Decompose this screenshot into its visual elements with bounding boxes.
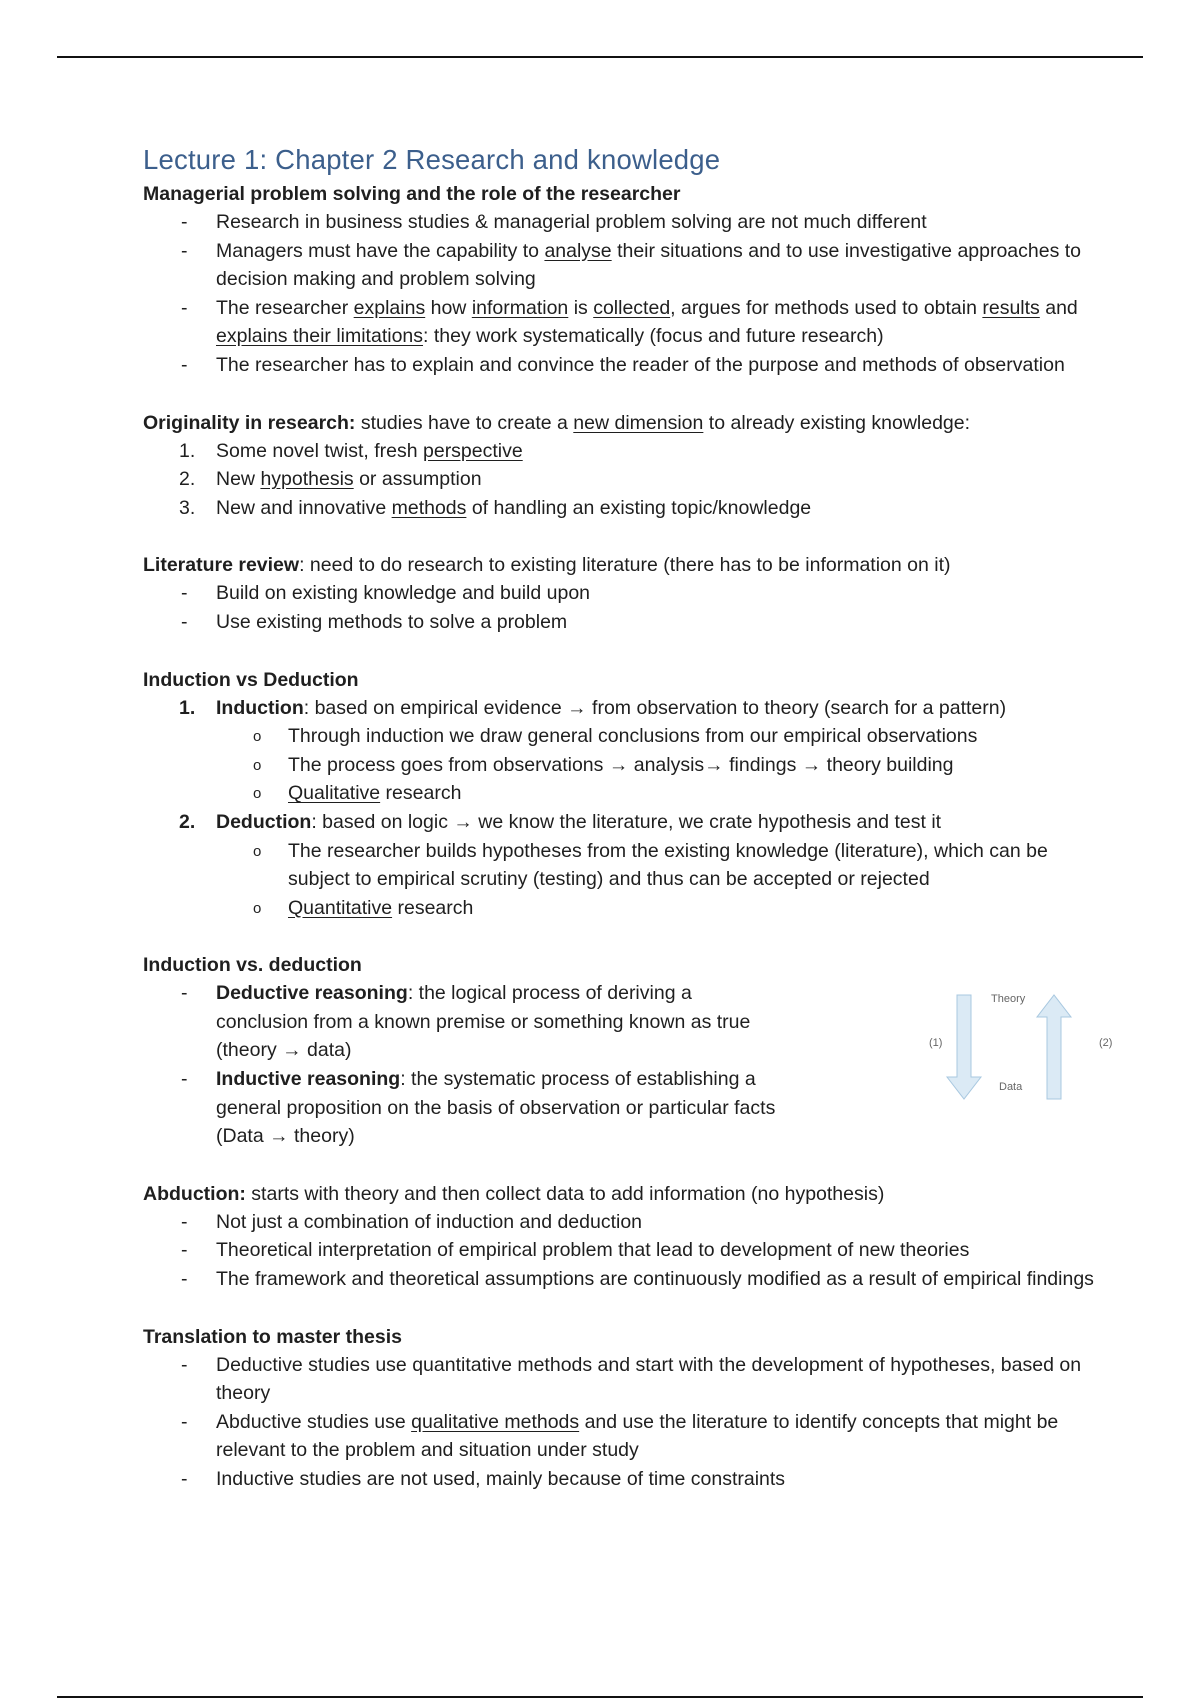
list-item: - Inductive studies are not used, mainly because of time constraints	[143, 1465, 1103, 1494]
list-item: - Managers must have the capability to analyse their situations and to use investigative approaches to decision making and problem solving	[143, 237, 1103, 294]
list-item: - Build on existing knowledge and build upon	[143, 579, 1103, 608]
list-item: - Inductive reasoning: the systematic process of establishing a general proposition on the basis of observation or particular facts (Data → theory)	[143, 1065, 786, 1151]
list-item: - Deductive studies use quantitative methods and start with the development of hypotheses, based on theory	[143, 1351, 1103, 1408]
dash-bullet: -	[181, 1468, 188, 1490]
sub-list-item: o Quantitative research	[143, 894, 1103, 923]
list-number: 2.	[179, 810, 196, 833]
list-item: - The framework and theoretical assumptions are continuously modified as a result of empirical findings	[143, 1265, 1103, 1294]
list-item: - Research in business studies & managerial problem solving are not much different	[143, 208, 1103, 237]
section-managerial-problem-solving	[143, 180, 1103, 380]
dash-bullet: -	[181, 1239, 188, 1262]
theory-data-arrows-figure	[913, 987, 1123, 1107]
list-item: - Theoretical interpretation of empirical problem that lead to development of new theories	[143, 1236, 1103, 1265]
section-master-thesis	[143, 1323, 1103, 1494]
bullet-list	[143, 1351, 1103, 1494]
up-arrow-icon	[1037, 995, 1071, 1099]
list-number: 2.	[179, 468, 196, 491]
bottom-rule	[57, 1696, 1143, 1698]
section-heading: Induction vs. deduction	[143, 954, 362, 977]
dash-bullet: -	[181, 1410, 188, 1433]
list-number: 3.	[179, 496, 196, 519]
list-item: - The researcher explains how information is collected, argues for methods used to obtain results and explains their limitations: they work systematically (focus and future research)	[143, 294, 1103, 351]
dash-bullet: -	[181, 610, 188, 633]
section-heading: Translation to master thesis	[143, 1325, 402, 1348]
bullet-list	[143, 1208, 1103, 1294]
dash-bullet: -	[181, 1353, 188, 1376]
circle-bullet: o	[253, 842, 262, 860]
down-arrow-icon	[947, 995, 981, 1099]
figure-right-label: (2)	[1099, 1037, 1113, 1050]
section-abduction	[143, 1180, 1103, 1294]
bullet-list	[143, 208, 1103, 380]
list-item: - The researcher has to explain and convince the reader of the purpose and methods of observation	[143, 351, 1103, 380]
section-heading: Originality in research: studies have to create a new dimension to already existing knowledge:	[143, 411, 971, 434]
section-reasoning	[143, 951, 1113, 1151]
numbered-list	[143, 694, 1103, 923]
section-originality	[143, 409, 1103, 523]
circle-bullet: o	[253, 756, 262, 774]
list-number: 1.	[179, 439, 196, 462]
list-item: - Deductive reasoning: the logical process of deriving a conclusion from a known premise or something known as true (theory → data)	[143, 979, 786, 1065]
dash-bullet: -	[181, 1268, 188, 1291]
top-rule	[57, 56, 1143, 58]
dash-bullet: -	[181, 239, 188, 262]
dash-bullet: -	[181, 1068, 188, 1091]
list-item: 1. Some novel twist, fresh perspective	[143, 437, 1103, 466]
dash-bullet: -	[181, 296, 188, 319]
numbered-list	[143, 437, 1103, 523]
section-heading: Managerial problem solving and the role of the researcher	[143, 183, 681, 205]
circle-bullet: o	[253, 728, 262, 746]
section-induction-vs-deduction	[143, 666, 1103, 923]
document-page	[143, 142, 1113, 1494]
list-item: - Abductive studies use qualitative methods and use the literature to identify concepts that might be relevant to the problem and situation under study	[143, 1408, 1103, 1465]
section-literature-review	[143, 551, 1103, 636]
circle-bullet: o	[253, 899, 262, 917]
bullet-list	[143, 579, 1103, 636]
section-heading: Induction vs Deduction	[143, 668, 359, 691]
list-item-induction: 1. Induction: based on empirical evidence → from observation to theory (search for a pattern)	[143, 694, 1103, 723]
list-item: - Use existing methods to solve a problem	[143, 608, 1103, 637]
figure-left-label: (1)	[929, 1037, 943, 1050]
sub-list-item: o Through induction we draw general conclusions from our empirical observations	[143, 722, 1103, 751]
section-heading: Literature review: need to do research to existing literature (there has to be information on it)	[143, 554, 951, 577]
list-number: 1.	[179, 696, 196, 719]
list-item-deduction: 2. Deduction: based on logic → we know the literature, we crate hypothesis and test it	[143, 808, 1103, 837]
sub-list-item: o Qualitative research	[143, 779, 1103, 808]
circle-bullet: o	[253, 785, 262, 803]
sub-list-item: o The researcher builds hypotheses from the existing knowledge (literature), which can be subject to empirical scrutiny (testing) and thus can be accepted or rejected	[253, 839, 1048, 891]
dash-bullet: -	[181, 1210, 188, 1233]
list-item: 3. New and innovative methods of handling an existing topic/knowledge	[143, 494, 1103, 523]
list-item: 2. New hypothesis or assumption	[143, 465, 1103, 494]
dash-bullet: -	[181, 353, 188, 376]
section-heading: Abduction: starts with theory and then collect data to add information (no hypothesis)	[143, 1182, 885, 1205]
figure-theory-label: Theory	[991, 993, 1026, 1006]
list-item: - Not just a combination of induction and deduction	[143, 1208, 1103, 1237]
page-title: Lecture 1: Chapter 2 Research and knowledge	[143, 144, 721, 175]
figure-data-label: Data	[999, 1081, 1023, 1094]
dash-bullet: -	[181, 982, 188, 1005]
dash-bullet: -	[181, 582, 188, 605]
sub-list-item: o The process goes from observations → analysis→ findings → theory building	[143, 751, 1103, 780]
dash-bullet: -	[181, 211, 188, 233]
